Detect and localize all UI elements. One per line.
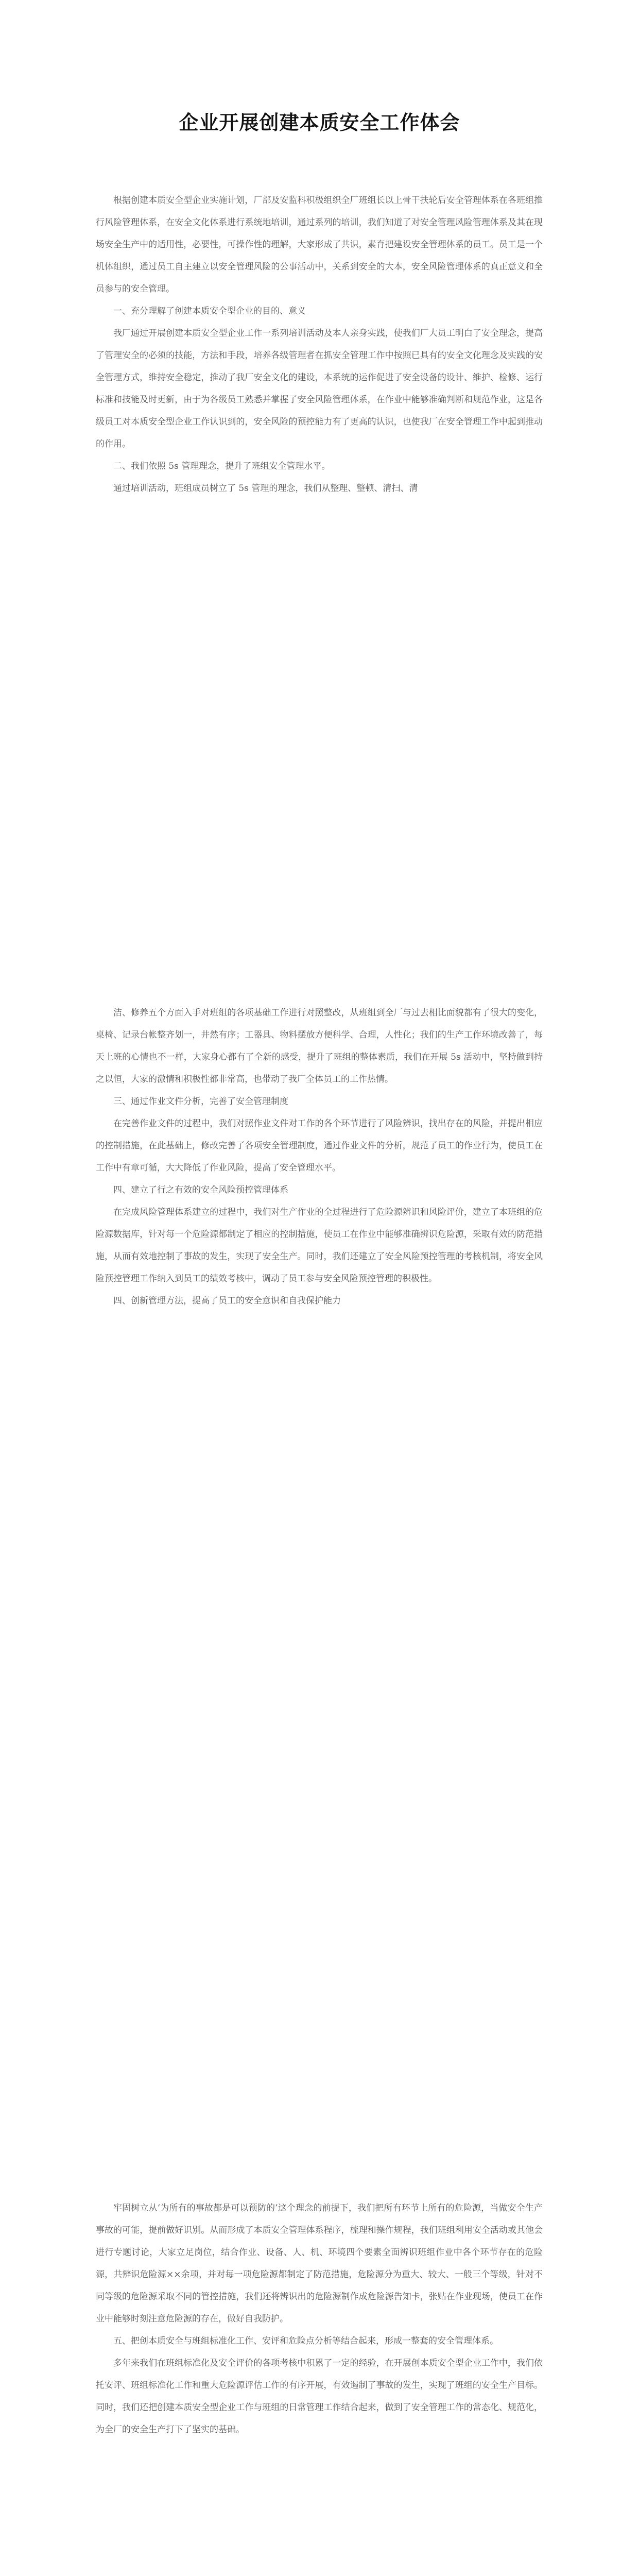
document-title: 企业开展创建本质安全工作体会	[179, 111, 460, 134]
text-block-2	[96, 1002, 543, 1312]
paragraph: 根据创建本质安全型企业实施计划，厂部及安监科积极组织全厂班组长以上骨干扶轮后安全管理体系在各班组推行风险管理体系，在安全文化体系进行系统地培训，通过系列的培训，我们知道了对安全管理风险管理体系及其在现场安全生产中的适用性，必要性，可操作性的理解，大家形成了共识，素育把建设安全管理体系的员工。员工是一个机体组织，通过员工自主建立以安全管理风险的公事活动中，关系到安全的大本，安全风险管理体系的真正意义和全员参与的安全管理。	[96, 195, 543, 294]
paragraph: 我厂通过开展创建本质安全型企业工作一系列培训活动及本人亲身实践，使我们厂大员工明白了安全理念，提高了管理安全的必须的技能，方法和手段，培养各级管理者在抓安全管理工作中按照已具有的安全文化理念及实践的安全管理方式，维持安全稳定，推动了我厂安全文化的建设，本系统的运作促进了安全设备的设计、维护、检修、运行标准和技能及时更新，由于为各级员工熟悉并掌握了安全风险管理体系，在作业中能够准确判断和规范作业，这是各级员工对本质安全型企业工作认识到的，安全风险的预控能力有了更高的认识，也使我厂在安全管理工作中起到推动的作用。	[96, 328, 543, 449]
paragraph: 在完成风险管理体系建立的过程中，我们对生产作业的全过程进行了危险源辨识和风险评价，建立了本班组的危险源数据库，针对每一个危险源都制定了相应的控制措施，使员工在作业中能够准确辨识危险源，采取有效的防范措施，从而有效地控制了事故的发生，实现了安全生产。同时，我们还建立了安全风险预控管理的考核机制，将安全风险预控管理工作纳入到员工的绩效考核中，调动了员工参与安全风险预控管理的积极性。	[96, 1207, 543, 1284]
section-heading: 五、把创本质安全与班组标准化工作、安评和危险点分析等结合起来，形成一整套的安全管理体系。	[113, 2336, 498, 2346]
paragraph: 在完善作业文件的过程中，我们对照作业文件对工作的各个环节进行了风险辨识，找出存在的风险，并提出相应的控制措施，在此基础上，修改完善了各项安全管理制度，通过作业文件的分析，规范了员工的作业行为，使员工在工作中有章可循，大大降低了作业风险，提高了安全管理水平。	[96, 1118, 543, 1173]
section-heading: 二、我们依照 5s 管理理念，提升了班组安全管理水平。	[113, 461, 331, 471]
paragraph: 通过培训活动，班组成员树立了 5s 管理的理念，我们从整理、整顿、清扫、清	[113, 483, 418, 494]
section-heading: 四、创新管理方法，提高了员工的安全意识和自我保护能力	[113, 1296, 341, 1306]
section-heading: 四、建立了行之有效的安全风险预控管理体系	[113, 1185, 288, 1195]
section-heading: 三、通过作业文件分析，完善了安全管理制度	[113, 1096, 288, 1107]
text-block-3	[96, 2197, 543, 2441]
paragraph: 牢固树立从‘为所有的事故都是可以预防的’这个理念的前提下，我们把所有环节上所有的危险源，当做安全生产事故的可能，提前做好识别。从而形成了本质安全管理体系程序，梳理和操作规程，我们班组利用安全活动或其他会进行专题讨论，大家立足岗位，结合作业、设备、人、机、环境四个要素全面辨识班组作业中各个环节存在的危险源，共辨识危险源××余项，并对每一项危险源都制定了防范措施，危险源分为重大、较大、一般三个等级，针对不同等级的危险源采取不同的管控措施，我们还将辨识出的危险源制作成危险源告知卡，张贴在作业现场，使员工在作业中能够时刻注意危险源的存在，做好自我防护。	[96, 2203, 543, 2324]
text-block-1	[96, 190, 543, 500]
paragraph: 多年来我们在班组标准化及安全评价的各项考核中积累了一定的经验，在开展创本质安全型企业工作中，我们依托安评、班组标准化工作和重大危险源评估工作的有序开展，有效遏制了事故的发生，实现了班组的安全生产目标。同时，我们还把创建本质安全型企业工作与班组的日常管理工作结合起来，做到了安全管理工作的常态化、规范化，为全厂的安全生产打下了坚实的基础。	[96, 2358, 543, 2435]
section-heading: 一、充分理解了创建本质安全型企业的目的、意义	[113, 306, 306, 316]
paragraph: 洁、修养五个方面入手对班组的各项基础工作进行对照整改，从班组到全厂与过去相比面貌都有了很大的变化，桌椅、记录台帐整齐划一，井然有序；工器具、物料摆放方便科学、合理，人性化；我们的生产工作环境改善了，每天上班的心情也不一样，大家身心都有了全新的感受，提升了班组的整体素质，我们在开展 5s 活动中，坚持做到持之以恒，大家的激情和积极性都非常高，也带动了我厂全体员工的工作热情。	[96, 1008, 543, 1084]
